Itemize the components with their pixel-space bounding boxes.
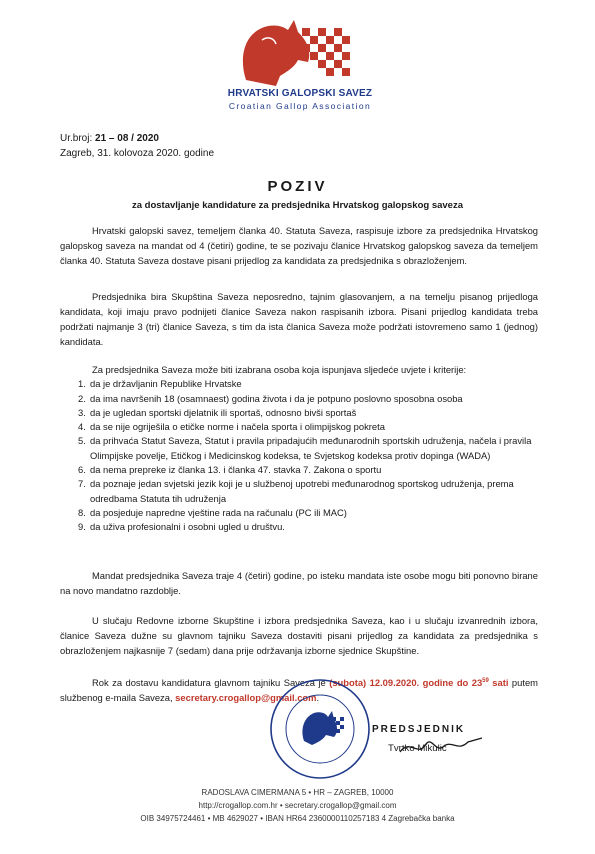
list-text: da posjeduje napredne vještine rada na računalu (PC ili MAC) [90,506,347,518]
deadline-minutes: 59 [482,678,489,684]
list-text: da prihvaća Statut Saveza, Statut i pravila pripadajućih međunarodnih sportskih udruženja, načela i pravila Olimpijske povelje, Etičkog i Medicinskog kodeksa, te Svjetskog kodeksa protiv dopinga (WADA) [90,435,532,461]
deadline-sati: sati [488,677,509,689]
paragraph-2-text: Predsjednika bira Skupština Saveza neposredno, tajnim glasovanjem, a na temelju pisanog prijedloga kandidata, koji imaju pravo podnijeti članice Saveza nakon raspisanih izbora. Pisani prijedlog kandidata treba podržati najmanje 3 (tri) članice Saveza, s tim da ista članica Saveza može podržati istovremeno samo 1 (jednog) kandidata. [60,291,538,347]
paragraph-1 [60,223,538,268]
paragraph-6-text-a: Rok za dostavu kandidatura glavnom tajniku Saveza je [92,677,330,689]
criteria-intro [60,363,538,377]
list-number: 3. [78,406,86,418]
list-item [60,420,538,434]
paragraph-2 [60,289,538,349]
paragraph-5-text: U slučaju Redovne izborne Skupštine i izbora predsjednika Saveza, kao i u slučaju izvanrednih izbora, članice Saveza dužne su glavnom tajniku Saveza dostaviti pisani prijedlog za kandidata za predsjednika s obrazloženjem najkasnije 7 (sedam) dana prije održavanja izborne sjednice Skupštine. [60,615,538,656]
list-item [60,434,538,463]
document-subtitle: za dostavljanje kandidature za predsjednika Hrvatskog galopskog saveza [131,200,464,211]
list-text: da je državljanin Republike Hrvatske [90,378,242,390]
list-number: 5. [78,435,86,447]
deadline-text: (subota) 12.09.2020. godine do 23 [329,677,483,689]
list-text: da poznaje jedan svjetski jezik koji je u službenoj upotrebi međunarodnog sportskog udruženja, prema odredbama Statuta tih udruženja [90,478,514,504]
place-date: Zagreb, 31. kolovoza 2020. godine [60,148,214,159]
paragraph-6-end: . [316,692,320,704]
list-number: 8. [78,506,86,518]
list-number: 9. [78,521,86,533]
ref-label: Ur.broj: [60,133,93,144]
stamp-text [268,677,372,781]
org-name-hr: HRVATSKI GALOPSKI SAVEZ [227,88,373,99]
list-text: da ima navršenih 18 (osamnaest) godina života i da je potpuno poslovno sposobna osoba [90,392,463,404]
ref-value: 21 – 08 / 2020 [95,133,159,144]
list-number: 6. [78,464,86,476]
list-item [60,477,538,506]
list-text: da je ugledan sportski djelatnik ili sportaš, odnosno bivši sportaš [90,406,357,418]
list-item [60,463,538,477]
org-name-en: Croatian Gallop Association [228,101,372,111]
paragraph-4 [60,568,538,598]
paragraph-6-text-b: putem službenog e-maila Saveza, [60,677,538,704]
list-number: 2. [78,392,86,404]
list-item [60,392,538,406]
reference-number [60,133,159,144]
criteria-section [60,363,538,535]
list-text: da uživa profesionalni i osobni ugled u društvu. [90,521,285,533]
footer-bank: OIB 34975724461 • MB 4629027 • IBAN HR64 2360000110257183 4 Zagrebačka banka [140,814,455,823]
criteria-intro-text: Za predsjednika Saveza može biti izabrana osoba koja ispunjava sljedeće uvjete i kriterije: [92,364,467,375]
paragraph-1-text: Hrvatski galopski savez, temeljem članka 40. Statuta Saveza, raspisuje izbore za predsjednika Hrvatskog galopskog saveza na mandat od 4 (četiri) godine, te se pozivaju članice Hrvatskog galopskog saveza da temeljem članka 40. Statuta Saveza dostave pisani prijedlog za kandidata za predsjednika s obrazloženjem. [60,225,538,266]
list-item [60,406,538,420]
list-item [60,520,538,534]
signature-role: PREDSJEDNIK [372,724,466,735]
footer-contact: http://crogallop.com.hr • secretary.crogallop@gmail.com [198,801,397,810]
list-number: 1. [78,378,86,390]
list-number: 4. [78,421,86,433]
criteria-list [60,377,538,534]
email-link[interactable]: secretary.crogallop@gmail.com [175,692,317,704]
list-number: 7. [78,478,86,490]
footer-address: RADOSLAVA CIMERMANA 5 • HR – ZAGREB, 10000 [201,788,394,797]
signatory-name: Tvrtko Mikulić [388,743,447,754]
document-title: POZIV [267,178,328,195]
list-text: da nema prepreke iz članka 13. i članka 47. stavka 7. Zakona o sportu [90,464,382,476]
paragraph-4-text: Mandat predsjednika Saveza traje 4 (četiri) godine, po isteku mandata iste osobe mogu biti ponovno birane na novo mandatno razdoblje. [60,570,538,596]
list-text: da se nije ogriješila o etičke norme i načela sporta i olimpijskog pokreta [90,421,385,433]
paragraph-5 [60,613,538,658]
list-item [60,377,538,391]
horse-head-logo [228,10,378,90]
list-item [60,506,538,520]
